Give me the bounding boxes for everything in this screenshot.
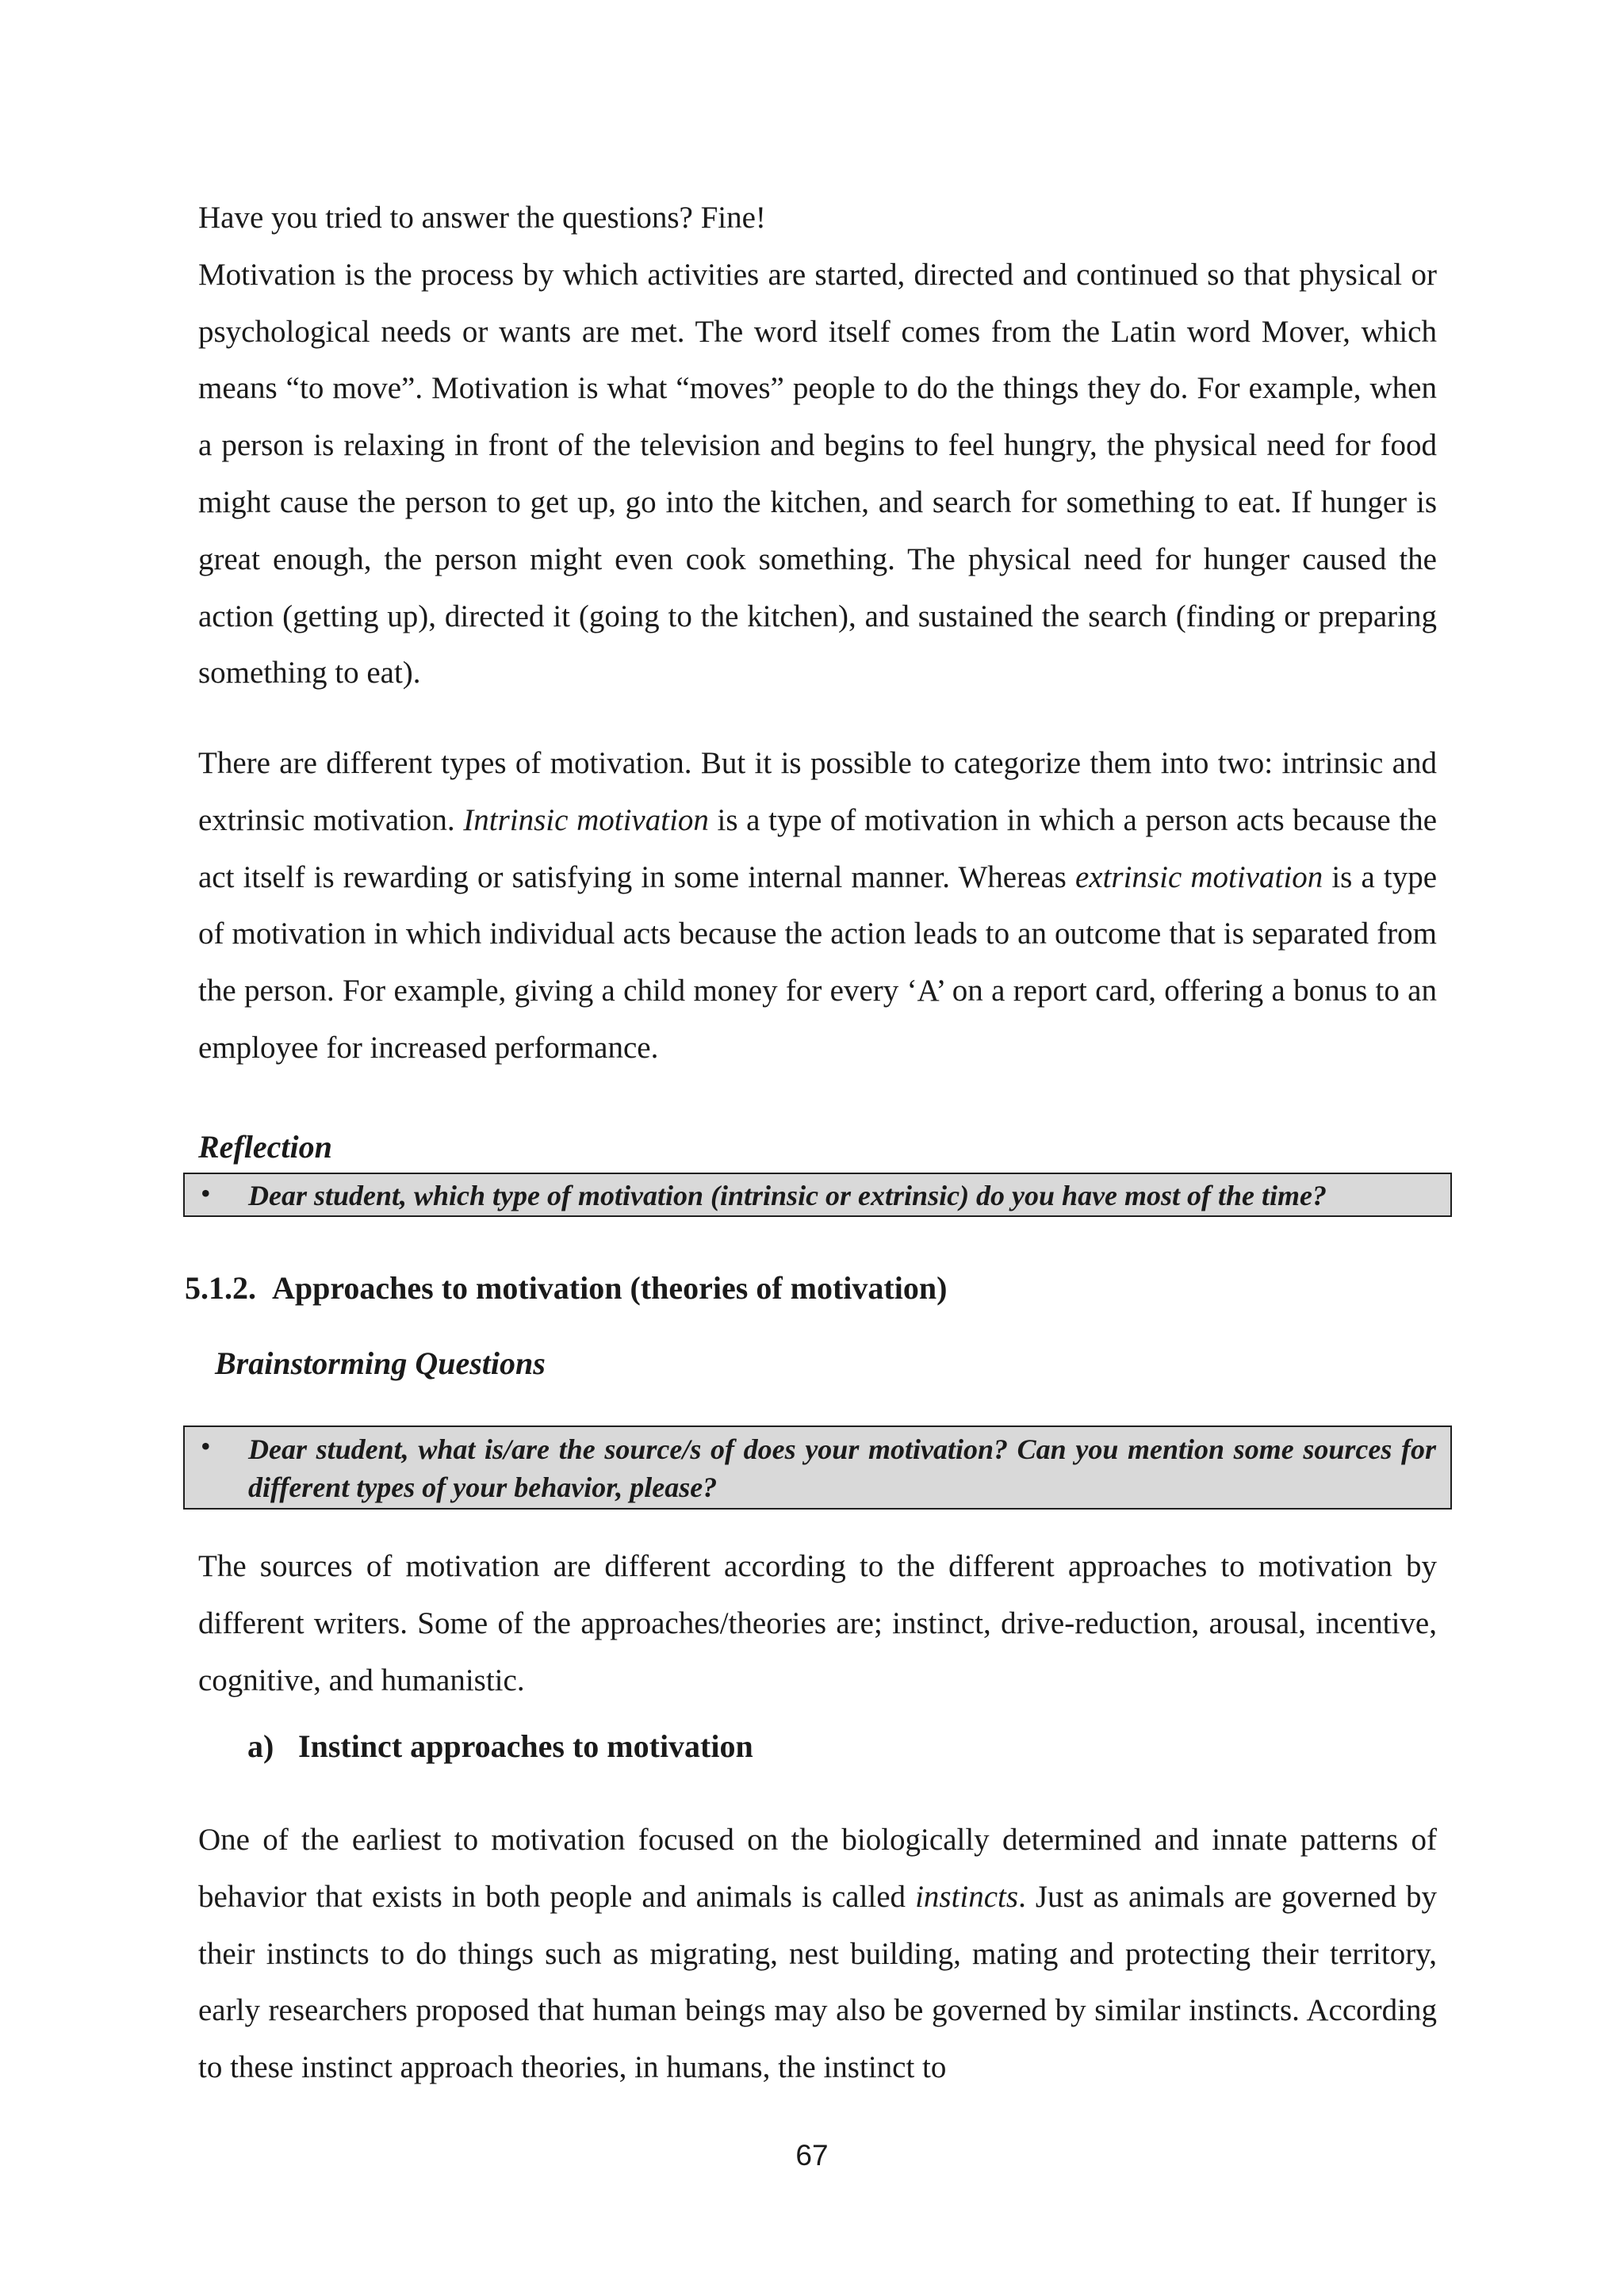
- subsection-heading: [247, 1727, 753, 1766]
- instinct-text-part1: One of the earliest to motivation focused on the biologically determined and innate patterns of behavior that exists in both people and animals is called: [198, 1823, 1437, 1914]
- reflection-box: [183, 1173, 1452, 1217]
- instinct-section: [198, 1812, 1437, 2096]
- term-instincts: instincts: [915, 1879, 1019, 1914]
- bullet-icon: •: [201, 1430, 211, 1462]
- section-heading: [185, 1269, 947, 1308]
- term-extrinsic-motivation: extrinsic motivation: [1074, 859, 1323, 894]
- reflection-question: Dear student, which type of motivation (intrinsic or extrinsic) do you have most of the time?: [248, 1180, 1327, 1211]
- types-of-motivation-paragraph: [198, 735, 1437, 1077]
- intro-section: [198, 189, 1437, 702]
- types-text-part1: There are different types of motivation. But it is possible to categorize them into two: intrinsic and extrinsic motivation.: [198, 746, 1437, 837]
- instinct-text-part2: . Just as animals are governed by their instincts to do things such as migrating, nest building, mating and protecting their territory, early researchers proposed that human beings may also be governed by similar instincts. According to these instinct approach theories, in humans, the instinct to: [198, 1879, 1437, 2085]
- instinct-paragraph: [198, 1812, 1437, 2096]
- page-number: 67: [795, 2139, 829, 2172]
- types-text-part2: is a type of motivation in which a person acts because the act itself is rewarding or satisfying in some internal manner. Whereas: [198, 802, 1438, 894]
- term-intrinsic-motivation: Intrinsic motivation: [463, 802, 709, 837]
- intro-first-line: Have you tried to answer the questions? Fine!: [198, 201, 766, 235]
- subsection-title: Instinct approaches to motivation: [298, 1728, 753, 1764]
- section-number: 5.1.2.: [185, 1270, 256, 1306]
- reflection-title: Reflection: [198, 1129, 332, 1165]
- bullet-icon: •: [201, 1177, 211, 1209]
- subsection-label: a): [247, 1728, 274, 1764]
- sources-section: [198, 1538, 1437, 1709]
- brainstorming-box: [183, 1425, 1452, 1510]
- types-of-motivation-section: [198, 735, 1437, 1077]
- types-text-part3: is a type of motivation in which individual acts because the action leads to an outcome that is separated from the person. For example, giving a child money for every ‘A’ on a report card, offering a bonus to an employee for increased performance.: [198, 859, 1438, 1065]
- brainstorming-question: Dear student, what is/are the source/s of does your motivation? Can you mention some sources for different types of your behavior, please?: [248, 1433, 1436, 1503]
- brainstorming-title: Brainstorming Questions: [215, 1345, 546, 1381]
- sources-paragraph: The sources of motivation are different according to the different approaches to motivation by different writers. Some of the approaches/theories are; instinct, drive-reduction, arousal, incentive, cognitive, and humanistic.: [198, 1549, 1437, 1697]
- motivation-definition-paragraph: Motivation is the process by which activities are started, directed and continued so that physical or psychological needs or wants are met. The word itself comes from the Latin word Mover, which means “to move”. Motivation is what “moves” people to do the things they do. For example, when a person is relaxing in front of the television and begins to feel hungry, the physical need for food might cause the person to get up, go into the kitchen, and search for something to eat. If hunger is great enough, the person might even cook something. The physical need for hunger caused the action (getting up), directed it (going to the kitchen), and sustained the search (finding or preparing something to eat).: [198, 257, 1437, 691]
- section-title: Approaches to motivation (theories of motivation): [272, 1270, 948, 1306]
